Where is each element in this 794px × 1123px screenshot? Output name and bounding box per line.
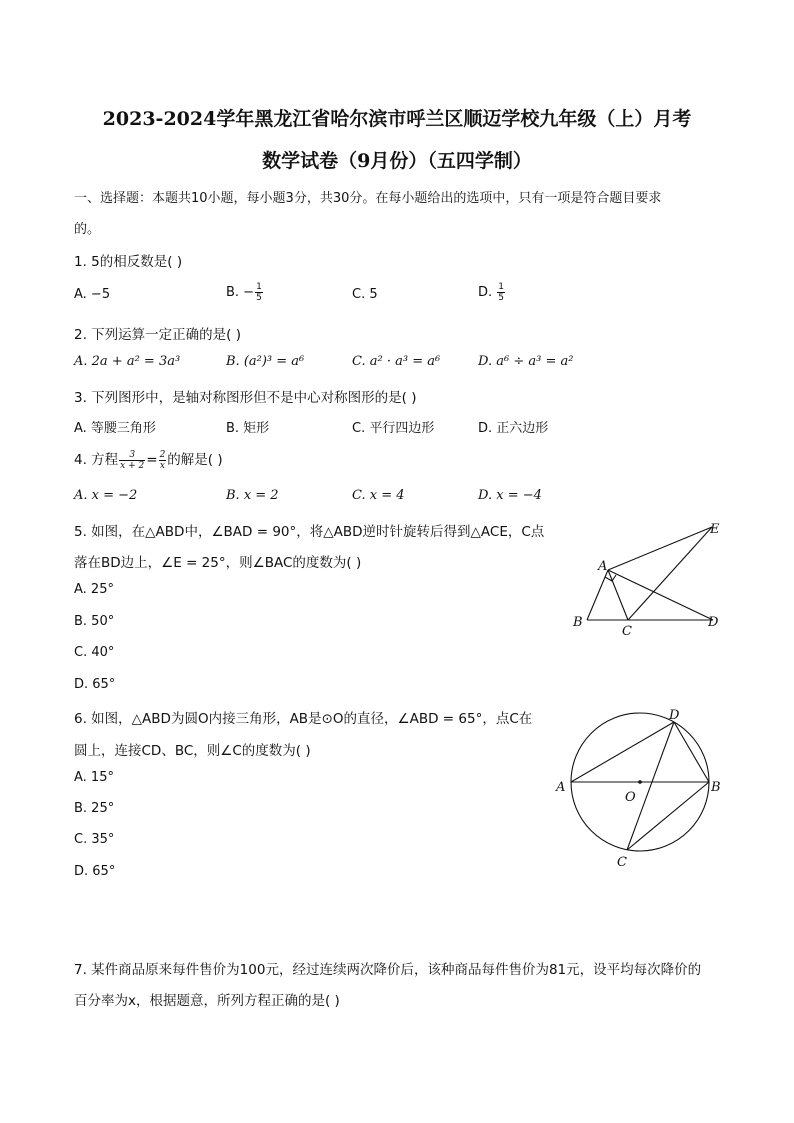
label-b: B	[711, 780, 721, 795]
fraction	[497, 282, 505, 303]
question-1-option-b[interactable]	[226, 282, 264, 303]
fraction-denominator: 5	[256, 293, 262, 303]
label-e: E	[710, 522, 720, 537]
question-2-option-c[interactable]: C. a² · a³ = a⁶	[352, 354, 441, 369]
segment-ce	[628, 527, 712, 620]
label-b: B	[573, 615, 583, 630]
question-1-option-a[interactable]: A. −5	[74, 287, 111, 302]
q4-stem-suffix: 的解是( )	[167, 452, 223, 468]
question-5-option-d[interactable]: D. 65°	[74, 677, 116, 692]
segment-bd	[674, 722, 709, 782]
question-1-option-c[interactable]: C. 5	[352, 287, 378, 302]
exam-title-line2: 数学试卷（9月份）（五四学制）	[262, 150, 532, 172]
question-2-stem: 2. 下列运算一定正确的是( )	[74, 327, 241, 343]
question-6-figure	[550, 705, 730, 875]
question-7-stem-line1: 7. 某件商品原来每件售价为100元，经过连续两次降价后，该种商品每件售价为81元，设平均每次降价的	[74, 962, 702, 978]
equals-sign: =	[146, 452, 158, 468]
fraction-numerator: 1	[256, 282, 262, 292]
segment-ae	[608, 527, 712, 570]
question-6-option-b[interactable]: B. 25°	[74, 801, 115, 816]
segment-ad	[608, 570, 713, 620]
question-3-option-b[interactable]: B. 矩形	[226, 421, 270, 436]
fraction	[159, 450, 167, 471]
question-3-option-a[interactable]: A. 等腰三角形	[74, 421, 156, 436]
question-1-stem: 1. 5的相反数是( )	[74, 254, 183, 270]
fraction-denominator: x + 2	[120, 460, 145, 471]
question-5-figure	[560, 515, 730, 640]
fraction-numerator: 1	[498, 282, 505, 292]
fraction-denominator: 5	[498, 293, 505, 303]
question-4-option-d[interactable]: D. x = −4	[478, 488, 542, 503]
question-5-option-c[interactable]: C. 40°	[74, 645, 115, 660]
question-6-option-c[interactable]: C. 35°	[74, 832, 115, 847]
question-7-stem-line2: 百分率为x，根据题意，所列方程正确的是( )	[74, 993, 340, 1009]
fraction	[255, 282, 263, 303]
question-4-option-a[interactable]: A. x = −2	[74, 488, 138, 503]
label-a: A	[556, 780, 566, 795]
question-5-stem-line1: 5. 如图，在△ABD中，∠BAD = 90°，将△ABD逆时针旋转后得到△ACE，C点	[74, 524, 545, 540]
question-4-option-b[interactable]: B. x = 2	[226, 488, 279, 503]
fraction-denominator: x	[159, 460, 165, 471]
label-d: D	[669, 708, 680, 723]
q4-stem-prefix: 4. 方程	[74, 452, 119, 468]
segment-ad	[571, 722, 674, 782]
question-5-stem-line2: 落在BD边上，∠E = 25°，则∠BAC的度数为( )	[74, 555, 362, 571]
label-c: C	[617, 855, 627, 870]
option-d-prefix: D.	[478, 285, 497, 300]
question-3-stem: 3. 下列图形中，是轴对称图形但不是中心对称图形的是( )	[74, 390, 417, 406]
label-d: D	[708, 615, 719, 630]
question-6-stem-line2: 圆上，连接CD、BC，则∠C的度数为( )	[74, 743, 311, 759]
question-2-option-a[interactable]: A. 2a + a² = 3a³	[74, 354, 181, 369]
exam-title-line1: 2023-2024学年黑龙江省哈尔滨市呼兰区顺迈学校九年级（上）月考	[102, 108, 692, 130]
question-6-option-a[interactable]: A. 15°	[74, 770, 114, 785]
fraction	[119, 450, 145, 471]
label-o: O	[625, 790, 636, 805]
fraction-numerator: 3	[119, 450, 145, 461]
question-5-option-a[interactable]: A. 25°	[74, 582, 114, 597]
question-3-option-d[interactable]: D. 正六边形	[478, 421, 549, 436]
center-point	[638, 780, 642, 784]
question-2-option-b[interactable]: B. (a²)³ = a⁶	[226, 354, 305, 369]
label-a: A	[598, 559, 608, 574]
question-6-option-d[interactable]: D. 65°	[74, 864, 116, 879]
question-4-stem	[74, 448, 223, 471]
question-2-option-d[interactable]: D. a⁶ ÷ a³ = a²	[478, 354, 574, 369]
question-1-option-d[interactable]	[478, 282, 506, 303]
question-4-option-c[interactable]: C. x = 4	[352, 488, 405, 503]
option-b-prefix: B. −	[226, 285, 255, 300]
fraction-numerator: 2	[159, 449, 166, 460]
section-header-line2: 的。	[74, 222, 101, 237]
question-3-option-c[interactable]: C. 平行四边形	[352, 421, 435, 436]
question-6-stem-line1: 6. 如图，△ABD为圆O内接三角形，AB是⊙O的直径，∠ABD = 65°，点C在	[74, 711, 533, 727]
label-c: C	[622, 624, 632, 639]
section-header-line1: 一、选择题：本题共10小题，每小题3分，共30分。在每小题给出的选项中，只有一项是符合题目要求	[74, 191, 662, 206]
question-5-option-b[interactable]: B. 50°	[74, 614, 115, 629]
